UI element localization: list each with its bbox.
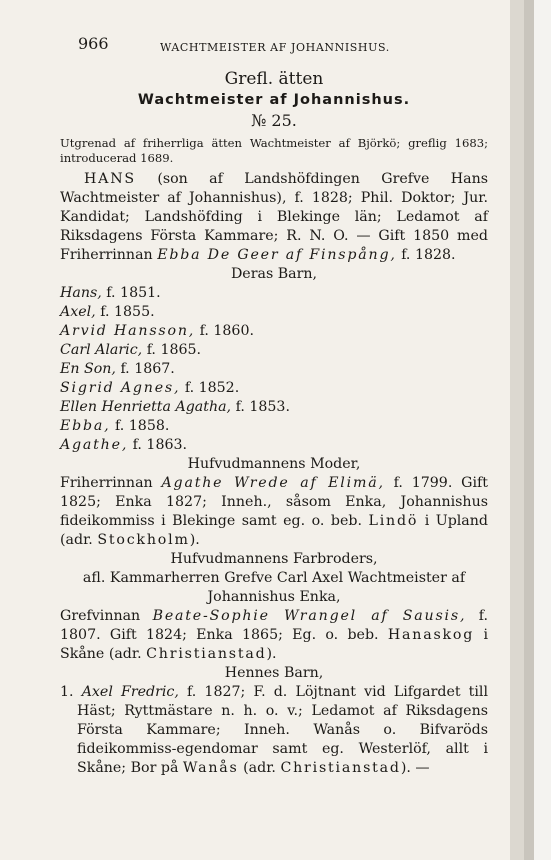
page-number: 966 bbox=[78, 34, 109, 53]
mother-heading: Hufvudmannens Moder, bbox=[187, 456, 361, 472]
head-text-end: f. 1828. bbox=[401, 247, 456, 263]
widow-name: Beate-Sophie Wrangel af Sausis, bbox=[152, 608, 467, 624]
page-content bbox=[60, 34, 488, 778]
head-name: HANS bbox=[84, 171, 136, 187]
running-head: WACHTMEISTER AF JOHANNISHUS. bbox=[160, 41, 390, 54]
child-entry: Sigrid Agnes, f. 1852. bbox=[60, 380, 240, 396]
child1-entry: 1. Axel Fredric, f. 1827; F. d. Löjtnant vid Lifgardet till Häst; Ryttmästare n. h. o. v.; Ledamot af Riksdagens Första Kammare; Inneh. Wanås o. Bifvaröds fideikommiss-egendomar samt eg. Westerlöf, allt i Skåne; Bor på Wanås (adr. Christianstad). — bbox=[60, 684, 488, 776]
mother-name: Agathe Wrede af Elimä, bbox=[161, 475, 385, 491]
child-entry: Hans, f. 1851. bbox=[60, 285, 161, 301]
family-title: Grefl. ätten bbox=[224, 69, 324, 89]
page-header bbox=[60, 34, 488, 56]
child-entry: En Son, f. 1867. bbox=[60, 361, 175, 377]
background-margin bbox=[534, 0, 551, 860]
mother-entry: Friherrinnan Agathe Wrede af Elimä, f. 1799. Gift 1825; Enka 1827; Inneh., såsom Enka, Johannishus fideikommiss i Blekinge samt eg. o. beb. Lindö i Upland (adr. Stockholm). bbox=[60, 475, 488, 548]
her-children-heading: Hennes Barn, bbox=[224, 665, 324, 681]
family-number: № 25. bbox=[251, 111, 297, 130]
intro-text: Utgrenad af friherrliga ätten Wachtmeister af Björkö; greflig 1683; introducerad 1689. bbox=[60, 136, 488, 165]
child-entry: Axel, f. 1855. bbox=[60, 304, 155, 320]
child-entry: Ellen Henrietta Agatha, f. 1853. bbox=[60, 399, 290, 415]
page-edge-shadow bbox=[524, 0, 534, 860]
wife-name: Ebba De Geer af Finspång, bbox=[157, 247, 397, 263]
child1-name: Axel Fredric, bbox=[81, 684, 179, 700]
uncle-line: afl. Kammarherren Grefve Carl Axel Wachtmeister af Johannishus Enka, bbox=[82, 570, 466, 605]
widow-entry: Grefvinnan Beate-Sophie Wrangel af Sausis, f. 1807. Gift 1824; Enka 1865; Eg. o. beb. Hanaskog i Skåne (adr. Christianstad). bbox=[60, 608, 488, 662]
family-name: Wachtmeister af Johannishus. bbox=[137, 92, 411, 108]
children-list bbox=[60, 284, 488, 455]
child-entry: Arvid Hansson, f. 1860. bbox=[60, 323, 254, 339]
children-heading: Deras Barn, bbox=[230, 266, 318, 282]
page-edge bbox=[510, 0, 524, 860]
child-entry: Carl Alaric, f. 1865. bbox=[60, 342, 202, 358]
head-of-family-entry bbox=[60, 170, 488, 265]
uncle-heading: Hufvudmannens Farbroders, bbox=[170, 551, 378, 567]
child-entry: Agathe, f. 1863. bbox=[60, 437, 188, 453]
child-entry: Ebba, f. 1858. bbox=[60, 418, 170, 434]
head-text: (son af Landshöfdingen Grefve Hans Wachtmeister af Johannishus), f. 1828; Phil. Doktor; Jur. Kandidat; Landshöfding i Blekinge län; Ledamot af Riksdagens Första Kammare; R. N. O. — Gift 1850 med Friherrinnan bbox=[60, 171, 488, 263]
